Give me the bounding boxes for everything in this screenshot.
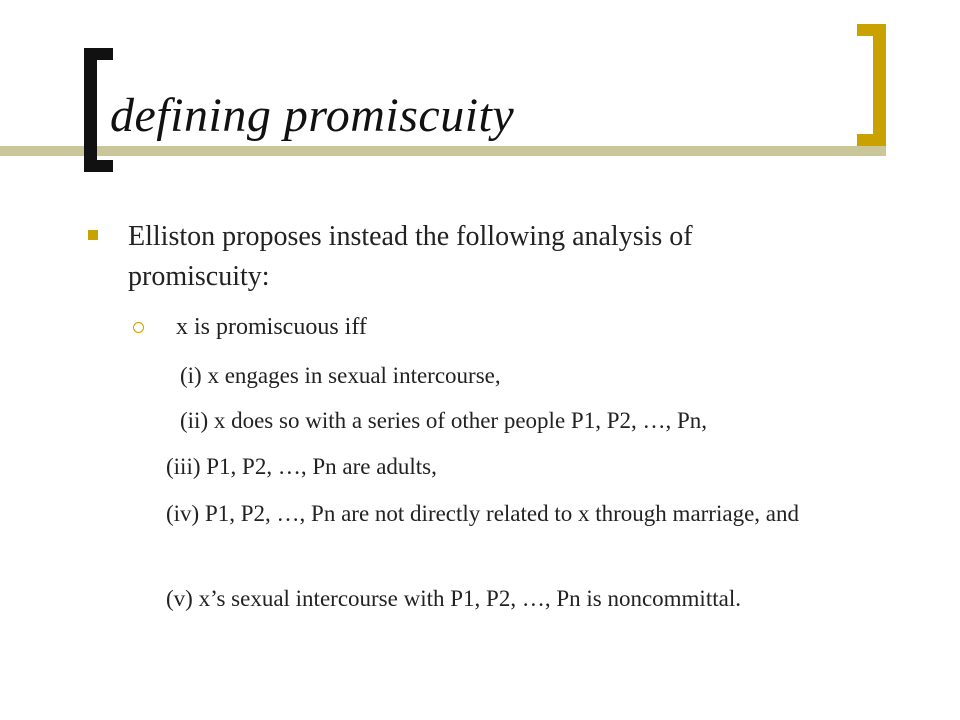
condition-iii: (iii) P1, P2, …, Pn are adults, xyxy=(166,454,437,479)
slide-title: defining promiscuity xyxy=(110,89,515,142)
right-bracket-decoration xyxy=(873,24,886,146)
square-bullet-icon xyxy=(88,230,98,240)
main-bullet-text: Elliston proposes instead the following analysis of promiscuity: xyxy=(128,221,693,292)
left-bracket-decoration xyxy=(84,48,97,172)
condition-ii: (ii) x does so with a series of other people P1, P2, …, Pn, xyxy=(180,408,708,433)
ring-bullet-icon xyxy=(133,322,144,333)
condition-v: (v) x’s sexual intercourse with P1, P2, …, Pn is noncommittal. xyxy=(166,586,741,611)
condition-iv: (iv) P1, P2, …, Pn are not directly related to x through marriage, and xyxy=(166,501,799,526)
title-band xyxy=(0,146,886,156)
condition-i: (i) x engages in sexual intercourse, xyxy=(180,363,501,388)
sub-bullet-text: x is promiscuous iff xyxy=(176,314,367,340)
